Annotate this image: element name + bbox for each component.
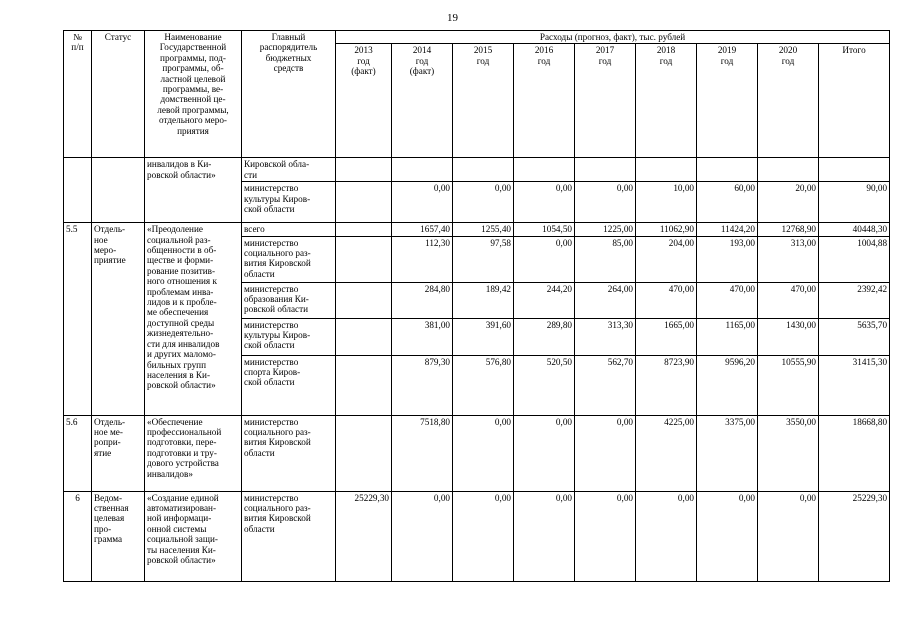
status-cell: Ведом- ственная целевая про- грамма: [92, 491, 145, 581]
value-cell: 1165,00: [697, 318, 758, 355]
value-cell: 470,00: [636, 282, 697, 318]
table-row: [64, 491, 890, 581]
header-year-2013: 2013 год (факт): [336, 44, 392, 158]
admin-cell: министерство спорта Киров- ской области: [242, 355, 336, 415]
value-cell: 12768,90: [758, 223, 819, 236]
value-cell: [336, 182, 392, 223]
value-cell: 85,00: [575, 236, 636, 282]
table-row: [64, 415, 890, 491]
value-cell: 25229,30: [819, 491, 890, 581]
name-cell: инвалидов в Ки- ровской области»: [145, 158, 242, 223]
value-cell: 18668,80: [819, 415, 890, 491]
value-cell: 313,30: [575, 318, 636, 355]
value-cell: [575, 158, 636, 182]
value-cell: 470,00: [697, 282, 758, 318]
value-cell: [697, 158, 758, 182]
value-cell: 3550,00: [758, 415, 819, 491]
value-cell: 0,00: [697, 491, 758, 581]
value-cell: 0,00: [514, 236, 575, 282]
status-cell: Отдель- ное меро- приятие: [92, 223, 145, 415]
header-year-2017: 2017 год: [575, 44, 636, 158]
value-cell: 470,00: [758, 282, 819, 318]
header-year-2014: 2014 год (факт): [392, 44, 453, 158]
header-total: Итого: [819, 44, 890, 158]
value-cell: 10555,90: [758, 355, 819, 415]
value-cell: [392, 158, 453, 182]
value-cell: 313,00: [758, 236, 819, 282]
name-cell: «Создание единой автоматизирован- ной информаци- онной системы социальной защи- ты населения Ки- ровской области»: [145, 491, 242, 581]
header-status: Статус: [92, 31, 145, 158]
admin-cell: министерство социального раз- вития Кировской области: [242, 415, 336, 491]
admin-cell: Кировской обла- сти: [242, 158, 336, 182]
value-cell: [336, 223, 392, 236]
number-cell: 6: [64, 491, 92, 581]
header-name: Наименование Государственной программы, под- программы, об- ластной целевой программы, ве- домственной це- левой программы, отдельного меро- приятия: [145, 31, 242, 158]
value-cell: 8723,90: [636, 355, 697, 415]
status-cell: [92, 158, 145, 223]
value-cell: 97,58: [453, 236, 514, 282]
value-cell: 112,30: [392, 236, 453, 282]
budget-table: [63, 30, 890, 582]
value-cell: 3375,00: [697, 415, 758, 491]
header-year-2018: 2018 год: [636, 44, 697, 158]
value-cell: [336, 158, 392, 182]
value-cell: 0,00: [575, 182, 636, 223]
value-cell: 7518,80: [392, 415, 453, 491]
value-cell: 90,00: [819, 182, 890, 223]
value-cell: 0,00: [453, 182, 514, 223]
value-cell: 381,00: [392, 318, 453, 355]
value-cell: 11424,20: [697, 223, 758, 236]
value-cell: 189,42: [453, 282, 514, 318]
value-cell: 1430,00: [758, 318, 819, 355]
value-cell: [336, 415, 392, 491]
value-cell: 0,00: [392, 182, 453, 223]
value-cell: 0,00: [514, 491, 575, 581]
value-cell: 60,00: [697, 182, 758, 223]
header-year-2016: 2016 год: [514, 44, 575, 158]
value-cell: 244,20: [514, 282, 575, 318]
value-cell: 2392,42: [819, 282, 890, 318]
table-row: [64, 158, 890, 182]
header-administrator: Главный распорядитель бюджетных средств: [242, 31, 336, 158]
number-cell: [64, 158, 92, 223]
value-cell: [336, 318, 392, 355]
value-cell: 1255,40: [453, 223, 514, 236]
status-cell: Отдель- ное ме- ропри- ятие: [92, 415, 145, 491]
value-cell: 0,00: [758, 491, 819, 581]
value-cell: 0,00: [575, 415, 636, 491]
value-cell: 20,00: [758, 182, 819, 223]
value-cell: 4225,00: [636, 415, 697, 491]
value-cell: 0,00: [453, 415, 514, 491]
value-cell: 576,80: [453, 355, 514, 415]
number-cell: 5.5: [64, 223, 92, 415]
admin-cell: министерство социального раз- вития Кировской области: [242, 236, 336, 282]
name-cell: «Преодоление социальной раз- общенности в об- ществе и форми- рование позитив- ного отношения к проблемам инва- лидов и к пробле- ме обеспечения доступной среды жизнедеятельно- сти для инвалидов и других маломо- бильных групп населения в Ки- ровской области»: [145, 223, 242, 415]
header-year-2019: 2019 год: [697, 44, 758, 158]
number-cell: 5.6: [64, 415, 92, 491]
page-number: 19: [447, 12, 458, 24]
value-cell: 1225,00: [575, 223, 636, 236]
value-cell: 193,00: [697, 236, 758, 282]
value-cell: 1657,40: [392, 223, 453, 236]
header-year-2020: 2020 год: [758, 44, 819, 158]
name-cell: «Обеспечение профессиональной подготовки, пере- подготовки и тру- дового устройства инвалидов»: [145, 415, 242, 491]
value-cell: 204,00: [636, 236, 697, 282]
value-cell: [514, 158, 575, 182]
value-cell: 0,00: [514, 415, 575, 491]
value-cell: 520,50: [514, 355, 575, 415]
value-cell: 284,80: [392, 282, 453, 318]
value-cell: 0,00: [453, 491, 514, 581]
value-cell: [819, 158, 890, 182]
header-number: № п/п: [64, 31, 92, 158]
value-cell: [636, 158, 697, 182]
value-cell: 11062,90: [636, 223, 697, 236]
table-row: [64, 223, 890, 236]
value-cell: 1054,50: [514, 223, 575, 236]
admin-cell: министерство культуры Киров- ской области: [242, 318, 336, 355]
value-cell: 391,60: [453, 318, 514, 355]
value-cell: [758, 158, 819, 182]
admin-cell: министерство образования Ки- ровской области: [242, 282, 336, 318]
value-cell: [336, 355, 392, 415]
value-cell: 0,00: [636, 491, 697, 581]
value-cell: 289,80: [514, 318, 575, 355]
value-cell: 5635,70: [819, 318, 890, 355]
value-cell: 0,00: [514, 182, 575, 223]
value-cell: 0,00: [392, 491, 453, 581]
value-cell: [336, 236, 392, 282]
value-cell: 40448,30: [819, 223, 890, 236]
value-cell: 0,00: [575, 491, 636, 581]
value-cell: 31415,30: [819, 355, 890, 415]
value-cell: 562,70: [575, 355, 636, 415]
admin-cell: всего: [242, 223, 336, 236]
value-cell: 1665,00: [636, 318, 697, 355]
value-cell: 25229,30: [336, 491, 392, 581]
value-cell: [336, 282, 392, 318]
header-year-2015: 2015 год: [453, 44, 514, 158]
value-cell: 879,30: [392, 355, 453, 415]
admin-cell: министерство культуры Киров- ской области: [242, 182, 336, 223]
header-expenses: Расходы (прогноз, факт), тыс. рублей: [336, 31, 890, 44]
value-cell: 9596,20: [697, 355, 758, 415]
admin-cell: министерство социального раз- вития Кировской области: [242, 491, 336, 581]
value-cell: 10,00: [636, 182, 697, 223]
value-cell: 264,00: [575, 282, 636, 318]
value-cell: [453, 158, 514, 182]
value-cell: 1004,88: [819, 236, 890, 282]
